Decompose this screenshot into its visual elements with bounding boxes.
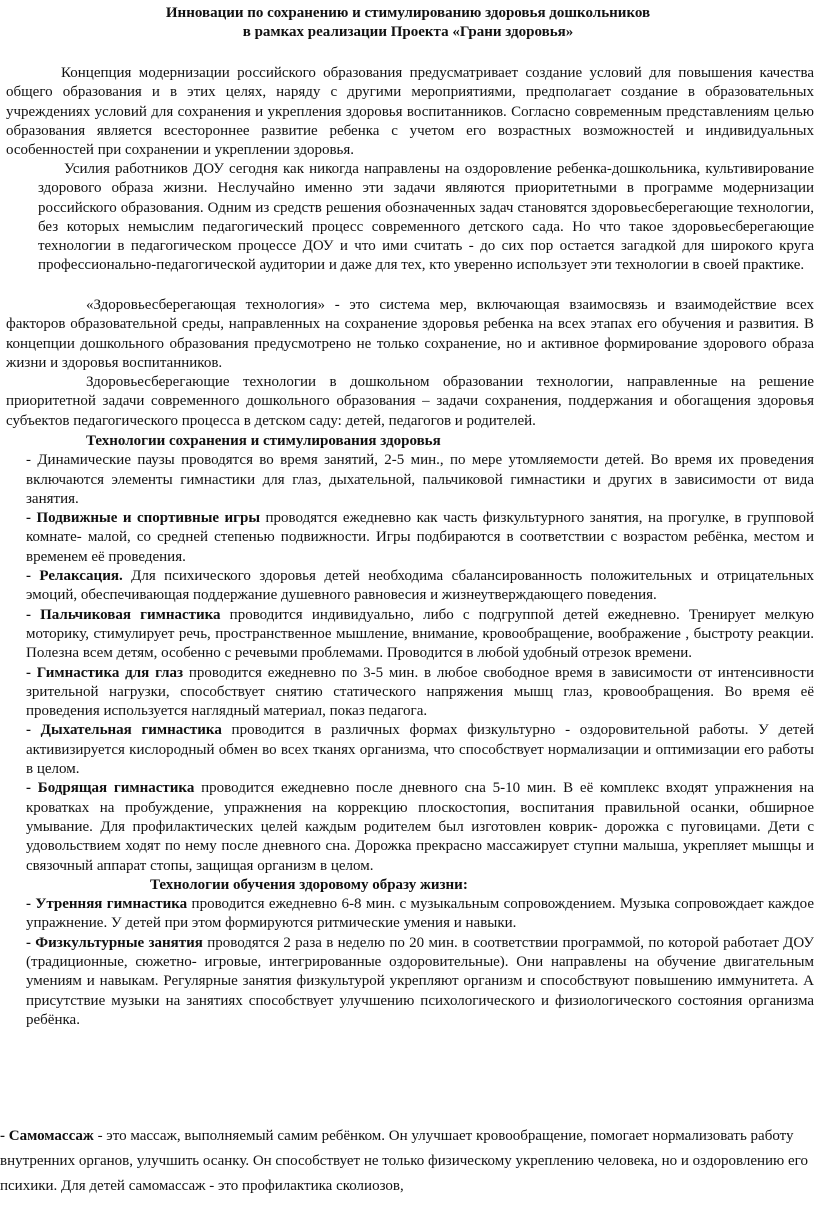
section-title-healthy-lifestyle: Технологии обучения здоровому образу жизни: [150,876,468,893]
list-item: - Динамические паузы проводятся во время занятий, 2-5 мин., по мере утомляемости детей. Во время их проведения включаются элементы гимнастики для глаз, дыхательной, пальчиковой гимнастики и других в зависимости от вида занятия. [26,452,814,507]
doc-title-line1: Инновации по сохранению и стимулированию здоровья дошкольников [165,5,651,21]
doc-title-line2: в рамках реализации Проекта «Грани здоровья» [242,24,574,40]
intro-block-2 [38,160,814,276]
list-item: - Физкультурные занятия проводятся 2 раза в неделю по 20 мин. в соответствии программой, по которой работает ДОУ (традиционные, сюжетно- игровые, интегрированные оздоровительные). Они направлены на обучение двигательным умениям и навыкам. Регулярные занятия физкультурой укрепляют организм и способствуют повышению иммунитета. А присутствие музыки на занятиях способствует улучшению психологического и физиологического состояния организма ребёнка. [26,934,814,1028]
intro-block-3 [6,296,814,431]
section-health-preservation [26,432,814,1030]
section-title-preservation: Технологии сохранения и стимулирования здоровья [86,433,441,449]
list-item: - Самомассаж - это массаж, выполняемый самим ребёнком. Он улучшает кровообращение, помогает нормализовать работу внутренних органов, улучшить осанку. Он способствует не только физическому укреплению человека, но и оздоровлению его психики. Для детей самомассаж - это профилактика сколиозов, [0,1128,808,1194]
list-item: - Утренняя гимнастика проводится ежедневно 6-8 мин. с музыкальным сопровождением. Музыка сопровождает каждое упражнение. У детей при этом формируются ритмические умения и навыки. [26,896,814,932]
list-item: - Дыхательная гимнастика проводится в различных формах физкультурно - оздоровительной работы. У детей активизируется кислородный обмен во всех тканях организма, что способствует нормализации и оптимизации его работы в целом. [26,722,814,778]
list-item: - Релаксация. Для психического здоровья детей необходима сбалансированность положительных и отрицательных эмоций, обеспечивающая поддержание душевного равновесия и жизнеутверждающего поведения. [26,568,814,604]
intro-paragraph-1: Концепция модернизации российского образования предусматривает создание условий для повышения качества общего образования и в этих целях, наряду с другими мероприятиями, предполагает создание в образовательных учреждениях условий для сохранения и укрепления здоровья воспитанников. Согласно современным представлениям целью образования является всестороннее развитие ребенка с учетом его возрастных возможностей и индивидуальных особенностей при сохранении и укреплении здоровья. [6,65,814,159]
list-item: - Бодрящая гимнастика проводится ежедневно после дневного сна 5-10 мин. В её комплекс входят упражнения на кроватках на пробуждение, упражнения на коррекцию плоскостопия, воспитания правильной осанки, обширное умывание. Для профилактических целей каждым родителем был изготовлен коврик- дорожка с пуговицами. Дети с удовольствием ходят по нему после дневного сна. Дорожка прекрасно массажирует ступни малыша, укрепляет мышцы и связочный аппарат стопы, защищая организм в целом. [26,780,814,874]
list-item: - Подвижные и спортивные игры проводятся ежедневно как часть физкультурного занятия, на прогулке, в групповой комнате- малой, со средней степенью подвижности. Игры подбираются в соответствии с возрастом ребёнка, местом и временем её проведения. [26,510,815,565]
intro-paragraph-3: «Здоровьесберегающая технология» - это система мер, включающая взаимосвязь и взаимодействие всех факторов образовательной среды, направленных на сохранение здоровья ребенка на всех этапах его обучения и развития. В концепции дошкольного образования предусмотрено не только сохранение, но и активное формирование здорового образа жизни и здоровья воспитанников. [6,297,814,371]
section-self-massage [0,1124,814,1199]
intro-paragraph-4: Здоровьесберегающие технологии в дошкольном образовании технологии, направленные на решение приоритетной задачи современного дошкольного образования – задачи сохранения, поддержания и обогащения здоровья субъектов педагогического процесса в детском саду: детей, педагогов и родителей. [6,374,814,429]
intro-block [6,64,814,160]
list-item: - Гимнастика для глаз проводится ежедневно по 3-5 мин. в любое свободное время в зависимости от интенсивности зрительной нагрузки, способствует снятию статического напряжения мышц глаз, кровообращения. Во время её проведения используется наглядный материал, показ педагога. [26,664,814,720]
intro-paragraph-2: Усилия работников ДОУ сегодня как никогда направлены на оздоровление ребенка-дошкольника, культивирование здорового образа жизни. Неслучайно именно эти задачи являются приоритетными в программе модернизации российского образования. Одним из средств решения обозначенных задач становятся здоровьесберегающие технологии, без которых немыслим педагогический процесс современного детского сада. Но что такое здоровьесберегающие технологии в педагогическом процессе ДОУ и что ими считать - до сих пор остается загадкой для широкого круга профессионально-педагогической аудитории и даже для тех, кто уверенно использует эти технологии в своей практике. [38,161,814,274]
list-item: - Пальчиковая гимнастика проводится индивидуально, либо с подгруппой детей ежедневно. Тренирует мелкую моторику, стимулирует речь, пространственное мышление, внимание, кровообращение, воображение , быстроту реакции. Полезна всем детям, особенно с речевыми проблемами. Проводится в любой удобный отрезок времени. [26,606,814,662]
